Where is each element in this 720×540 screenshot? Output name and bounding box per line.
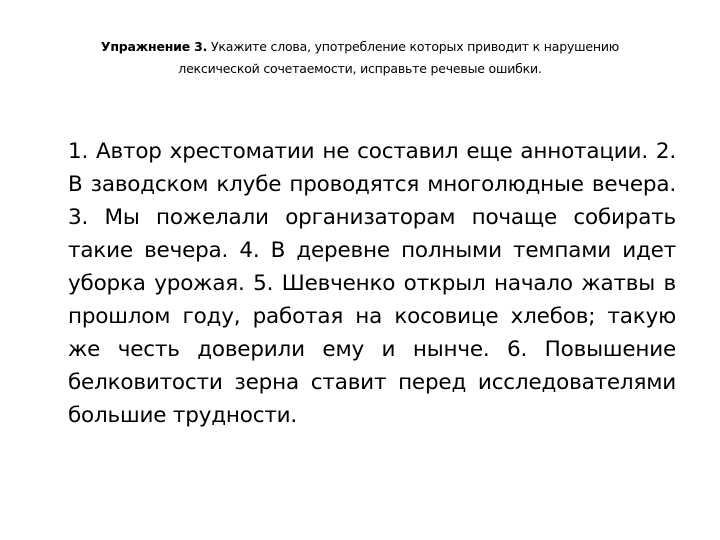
exercise-sentences: 1. Автор хрестоматии не составил еще аннотации. 2. В заводском клубе проводятся многолюдные вечера. 3. Мы пожелали организаторам почаще собирать такие вечера. 4. В деревне полными темпами идет уборка урожая. 5. Шевченко открыл начало жатвы в прошлом году, работая на косовице хлебов; такую же честь доверили ему и нынче. 6. Повышение белковитости зерна ставит перед исследователями большие трудности. <box>68 139 676 428</box>
exercise-heading <box>60 36 660 80</box>
exercise-instruction: Укажите слова, употребление которых приводит к нарушению лексической сочетаемости, исправьте речевые ошибки. <box>178 39 620 76</box>
exercise-label: Упражнение 3. <box>100 39 208 54</box>
